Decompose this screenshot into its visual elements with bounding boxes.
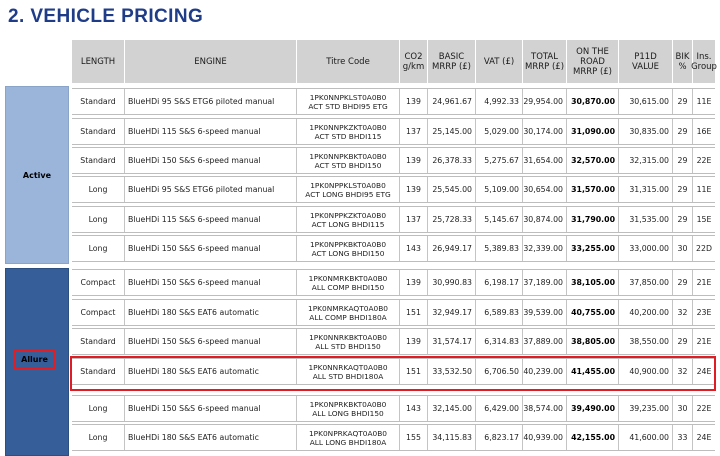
cell-basic-mrrp: 26,378.33 — [428, 148, 476, 173]
cell-p11d: 33,000.00 — [619, 236, 673, 261]
cell-p11d: 30,615.00 — [619, 89, 673, 114]
titre-code-secondary: ACT STD BHDI95 ETG — [308, 101, 388, 111]
titre-code-primary: 1PK0NNRKAQT0A0B0 — [308, 362, 388, 372]
titre-code-secondary: ALL LONG BHDI180A — [309, 437, 387, 447]
cell-basic-mrrp: 33,532.50 — [428, 359, 476, 384]
cell-otr-mrrp: 33,255.00 — [567, 236, 619, 261]
cell-bik: 29 — [673, 119, 693, 144]
table-row — [72, 424, 715, 451]
titre-code-primary: 1PK0NPPKZKT0A0B0 — [309, 210, 387, 220]
cell-ins-group: 22E — [696, 156, 712, 165]
cell-titre-code — [297, 89, 400, 114]
cell-bik: 29 — [673, 177, 693, 202]
cell-titre-code — [297, 359, 400, 384]
table-row — [72, 395, 715, 422]
cell-length: Long — [72, 396, 125, 421]
cell-bik: 30 — [673, 236, 693, 261]
cell-bik: 29 — [673, 148, 693, 173]
cell-engine: BlueHDi 150 S&S 6-speed manual — [125, 396, 297, 421]
titre-code-secondary: ALL LONG BHDI150 — [312, 408, 384, 418]
cell-co2: 139 — [400, 177, 428, 202]
cell-otr-mrrp: 39,490.00 — [567, 396, 619, 421]
cell-length: Long — [72, 207, 125, 232]
cell-bik: 29 — [673, 270, 693, 295]
cell-ins-group: 21E — [696, 278, 712, 287]
col-header-length: LENGTH — [72, 40, 125, 83]
cell-titre-code — [297, 425, 400, 450]
cell-p11d: 40,200.00 — [619, 300, 673, 325]
col-header-bik: BIK % — [673, 40, 693, 83]
cell-titre-code — [297, 207, 400, 232]
table-row — [72, 328, 715, 355]
cell-vat: 6,706.50 — [476, 359, 523, 384]
cell-otr-mrrp: 31,570.00 — [567, 177, 619, 202]
cell-length: Long — [72, 236, 125, 261]
table-header — [72, 40, 715, 83]
cell-vat: 6,589.83 — [476, 300, 523, 325]
cell-basic-mrrp: 32,145.00 — [428, 396, 476, 421]
cell-otr-mrrp: 30,870.00 — [567, 89, 619, 114]
table-row — [72, 118, 715, 145]
cell-ins-group: 22E — [696, 404, 712, 413]
cell-length: Standard — [72, 148, 125, 173]
cell-otr-mrrp: 38,105.00 — [567, 270, 619, 295]
cell-engine: BlueHDi 180 S&S EAT6 automatic — [125, 425, 297, 450]
titre-code-secondary: ALL COMP BHDI180A — [309, 312, 387, 322]
titre-code-primary: 1PK0NPPKLST0A0B0 — [310, 180, 386, 190]
cell-co2: 151 — [400, 300, 428, 325]
cell-co2: 139 — [400, 329, 428, 354]
cell-vat: 5,109.00 — [476, 177, 523, 202]
table-row — [72, 358, 715, 385]
cell-p11d: 32,315.00 — [619, 148, 673, 173]
cell-co2: 143 — [400, 396, 428, 421]
cell-total-mrrp: 30,654.00 — [523, 177, 567, 202]
titre-code-primary: 1PK0NNRKBKT0A0B0 — [309, 332, 387, 342]
table-row — [72, 299, 715, 326]
cell-ins-group: 21E — [696, 337, 712, 346]
cell-otr-mrrp: 42,155.00 — [567, 425, 619, 450]
cell-length: Compact — [72, 270, 125, 295]
cell-basic-mrrp: 31,574.17 — [428, 329, 476, 354]
titre-code-primary: 1PK0NNPKZKT0A0B0 — [309, 122, 387, 132]
cell-vat: 6,429.00 — [476, 396, 523, 421]
cell-p11d: 31,315.00 — [619, 177, 673, 202]
cell-vat: 5,275.67 — [476, 148, 523, 173]
group-label-allure: Allure — [14, 349, 55, 369]
table-row — [72, 235, 715, 262]
cell-ins-group: 22D — [696, 244, 712, 253]
cell-total-mrrp: 38,574.00 — [523, 396, 567, 421]
cell-basic-mrrp: 32,949.17 — [428, 300, 476, 325]
col-header-p11d: P11D VALUE — [619, 40, 673, 83]
cell-engine: BlueHDi 95 S&S ETG6 piloted manual — [125, 89, 297, 114]
cell-otr-mrrp: 40,755.00 — [567, 300, 619, 325]
cell-total-mrrp: 39,539.00 — [523, 300, 567, 325]
cell-vat: 4,992.33 — [476, 89, 523, 114]
cell-total-mrrp: 31,654.00 — [523, 148, 567, 173]
table-row — [72, 88, 715, 115]
cell-vat: 5,029.00 — [476, 119, 523, 144]
titre-code-primary: 1PK0NNPKBKT0A0B0 — [309, 151, 387, 161]
cell-engine: BlueHDi 150 S&S 6-speed manual — [125, 270, 297, 295]
cell-titre-code — [297, 177, 400, 202]
cell-total-mrrp: 37,189.00 — [523, 270, 567, 295]
cell-co2: 137 — [400, 119, 428, 144]
cell-bik: 29 — [673, 89, 693, 114]
table-row — [72, 147, 715, 174]
cell-vat: 6,198.17 — [476, 270, 523, 295]
titre-code-secondary: ALL STD BHDI180A — [312, 371, 384, 381]
cell-length: Long — [72, 177, 125, 202]
cell-vat: 6,314.83 — [476, 329, 523, 354]
cell-co2: 139 — [400, 148, 428, 173]
col-header-ins-group: Ins. Group — [693, 40, 715, 83]
cell-engine: BlueHDi 150 S&S 6-speed manual — [125, 236, 297, 261]
col-header-co2: CO2 g/km — [400, 40, 428, 83]
cell-ins-group: 15E — [696, 215, 712, 224]
cell-total-mrrp: 40,939.00 — [523, 425, 567, 450]
cell-bik: 32 — [673, 359, 693, 384]
cell-p11d: 39,235.00 — [619, 396, 673, 421]
cell-engine: BlueHDi 150 S&S 6-speed manual — [125, 329, 297, 354]
cell-p11d: 38,550.00 — [619, 329, 673, 354]
cell-total-mrrp: 40,239.00 — [523, 359, 567, 384]
titre-code-secondary: ACT STD BHDI115 — [314, 131, 382, 141]
titre-code-primary: 1PK0NNPKLST0A0B0 — [309, 92, 387, 102]
cell-p11d: 30,835.00 — [619, 119, 673, 144]
titre-code-primary: 1PK0NPRKBKT0A0B0 — [309, 399, 387, 409]
cell-titre-code — [297, 396, 400, 421]
cell-titre-code — [297, 300, 400, 325]
col-header-total-mrrp: TOTAL MRRP (£) — [523, 40, 567, 83]
cell-p11d: 40,900.00 — [619, 359, 673, 384]
cell-vat: 5,389.83 — [476, 236, 523, 261]
table-row — [72, 269, 715, 296]
cell-basic-mrrp: 25,728.33 — [428, 207, 476, 232]
cell-vat: 6,823.17 — [476, 425, 523, 450]
cell-total-mrrp: 30,174.00 — [523, 119, 567, 144]
table-row — [72, 206, 715, 233]
cell-length: Standard — [72, 329, 125, 354]
table-row — [72, 176, 715, 203]
cell-p11d: 31,535.00 — [619, 207, 673, 232]
cell-otr-mrrp: 31,090.00 — [567, 119, 619, 144]
cell-co2: 139 — [400, 89, 428, 114]
cell-engine: BlueHDi 115 S&S 6-speed manual — [125, 119, 297, 144]
group-label-active: Active — [5, 86, 69, 264]
cell-total-mrrp: 30,874.00 — [523, 207, 567, 232]
cell-co2: 143 — [400, 236, 428, 261]
cell-basic-mrrp: 25,145.00 — [428, 119, 476, 144]
titre-code-secondary: ALL COMP BHDI150 — [311, 282, 385, 292]
cell-length: Standard — [72, 89, 125, 114]
cell-length: Standard — [72, 119, 125, 144]
titre-code-secondary: ACT LONG BHDI150 — [311, 248, 385, 258]
cell-titre-code — [297, 119, 400, 144]
titre-code-secondary: ACT STD BHDI150 — [314, 160, 382, 170]
cell-engine: BlueHDi 180 S&S EAT6 automatic — [125, 300, 297, 325]
cell-total-mrrp: 37,889.00 — [523, 329, 567, 354]
titre-code-primary: 1PK0NPPKBKT0A0B0 — [309, 239, 387, 249]
cell-co2: 155 — [400, 425, 428, 450]
titre-code-primary: 1PK0NMRKBKT0A0B0 — [308, 273, 388, 283]
cell-basic-mrrp: 34,115.83 — [428, 425, 476, 450]
cell-basic-mrrp: 24,961.67 — [428, 89, 476, 114]
titre-code-primary: 1PK0NMRKAQT0A0B0 — [308, 303, 388, 313]
cell-length: Compact — [72, 300, 125, 325]
titre-code-secondary: ACT LONG BHDI115 — [311, 219, 385, 229]
titre-code-secondary: ALL STD BHDI150 — [315, 341, 381, 351]
cell-titre-code — [297, 236, 400, 261]
cell-co2: 139 — [400, 270, 428, 295]
cell-p11d: 41,600.00 — [619, 425, 673, 450]
cell-bik: 29 — [673, 207, 693, 232]
col-header-basic-mrrp: BASIC MRRP (£) — [428, 40, 476, 83]
cell-bik: 29 — [673, 329, 693, 354]
col-header-otr-mrrp: ON THE ROAD MRRP (£) — [567, 40, 619, 83]
cell-bik: 32 — [673, 300, 693, 325]
cell-engine: BlueHDi 95 S&S ETG6 piloted manual — [125, 177, 297, 202]
cell-basic-mrrp: 30,990.83 — [428, 270, 476, 295]
cell-co2: 151 — [400, 359, 428, 384]
cell-ins-group: 16E — [696, 127, 712, 136]
cell-basic-mrrp: 26,949.17 — [428, 236, 476, 261]
cell-engine: BlueHDi 150 S&S 6-speed manual — [125, 148, 297, 173]
cell-ins-group: 11E — [696, 97, 712, 106]
cell-ins-group: 23E — [696, 308, 712, 317]
cell-length: Standard — [72, 359, 125, 384]
cell-titre-code — [297, 329, 400, 354]
cell-bik: 33 — [673, 425, 693, 450]
col-header-vat: VAT (£) — [476, 40, 523, 83]
cell-total-mrrp: 29,954.00 — [523, 89, 567, 114]
cell-ins-group: 24E — [696, 367, 712, 376]
cell-bik: 30 — [673, 396, 693, 421]
cell-titre-code — [297, 148, 400, 173]
cell-engine: BlueHDi 115 S&S 6-speed manual — [125, 207, 297, 232]
cell-titre-code — [297, 270, 400, 295]
titre-code-secondary: ACT LONG BHDI95 ETG — [305, 189, 391, 199]
col-header-engine: ENGINE — [125, 40, 297, 83]
cell-ins-group: 11E — [696, 185, 712, 194]
cell-otr-mrrp: 38,805.00 — [567, 329, 619, 354]
titre-code-primary: 1PK0NPRKAQT0A0B0 — [308, 428, 388, 438]
col-header-titre-code: Titre Code — [297, 40, 400, 83]
cell-co2: 137 — [400, 207, 428, 232]
cell-engine: BlueHDi 180 S&S EAT6 automatic — [125, 359, 297, 384]
cell-total-mrrp: 32,339.00 — [523, 236, 567, 261]
section-heading: 2. VEHICLE PRICING — [8, 6, 204, 27]
cell-p11d: 37,850.00 — [619, 270, 673, 295]
cell-otr-mrrp: 31,790.00 — [567, 207, 619, 232]
cell-otr-mrrp: 41,455.00 — [567, 359, 619, 384]
cell-length: Long — [72, 425, 125, 450]
cell-vat: 5,145.67 — [476, 207, 523, 232]
cell-basic-mrrp: 25,545.00 — [428, 177, 476, 202]
cell-otr-mrrp: 32,570.00 — [567, 148, 619, 173]
cell-ins-group: 24E — [696, 433, 712, 442]
